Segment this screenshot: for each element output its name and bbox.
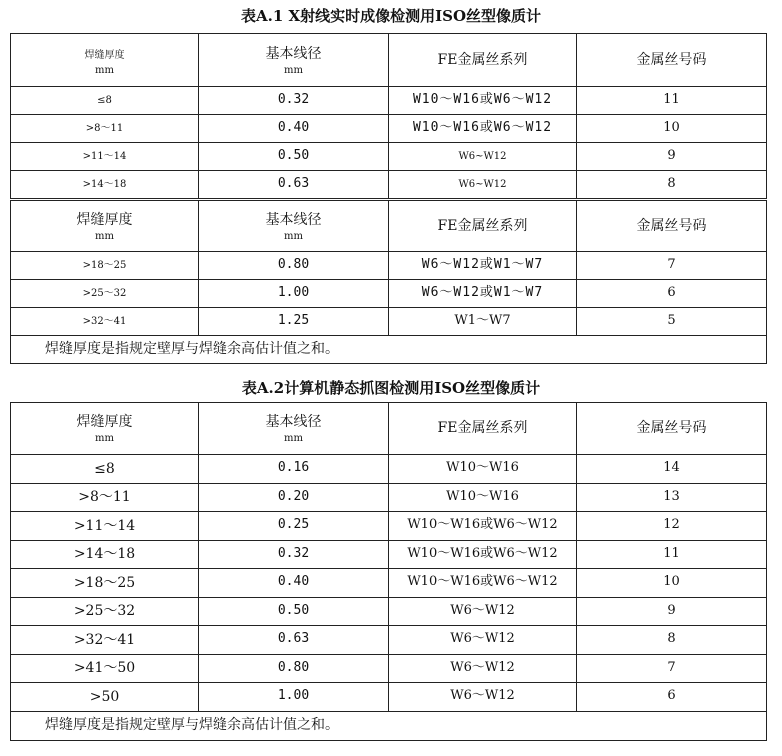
code-cell: 14	[577, 455, 767, 484]
thickness-cell: >14～18	[11, 540, 199, 569]
table2-note: 焊缝厚度是指规定壁厚与焊缝余高估计值之和。	[11, 711, 767, 740]
series-cell: W6～W12或W1～W7	[389, 252, 577, 280]
header-thickness-unit: mm	[95, 433, 114, 445]
header-series: FE金属丝系列	[389, 201, 577, 252]
series-cell: W6~W12	[389, 171, 577, 199]
table-row	[11, 654, 767, 683]
header-diameter-unit: mm	[284, 230, 303, 242]
header-code: 金属丝号码	[577, 34, 767, 87]
header-series: FE金属丝系列	[389, 403, 577, 455]
code-cell: 5	[577, 308, 767, 336]
code-cell: 10	[577, 115, 767, 143]
header-thickness	[11, 201, 199, 252]
thickness-cell: >32～41	[11, 308, 199, 336]
table-row	[11, 512, 767, 541]
thickness-cell: >14～18	[11, 171, 199, 199]
table-row	[11, 280, 767, 308]
code-cell: 7	[577, 252, 767, 280]
series-cell: W6～W12或W1～W7	[389, 280, 577, 308]
diameter-cell: 0.32	[199, 87, 389, 115]
diameter-cell: 0.50	[199, 597, 389, 626]
table2-note-row	[11, 711, 767, 740]
diameter-cell: 0.32	[199, 540, 389, 569]
header-series: FE金属丝系列	[389, 34, 577, 87]
header-diameter-label: 基本线径	[265, 211, 322, 228]
diameter-cell: 1.00	[199, 280, 389, 308]
table-row	[11, 171, 767, 199]
table1b-header-row	[11, 201, 767, 252]
header-thickness	[11, 34, 199, 87]
table1-part-b	[10, 200, 767, 364]
code-cell: 6	[577, 683, 767, 712]
thickness-cell: >11～14	[11, 512, 199, 541]
code-cell: 13	[577, 483, 767, 512]
thickness-cell: >25～32	[11, 280, 199, 308]
header-thickness	[11, 403, 199, 455]
table1-title: 表A.1 X射线实时成像检测用ISO丝型像质计	[240, 7, 542, 25]
header-thickness-unit: mm	[95, 64, 114, 76]
diameter-cell: 1.00	[199, 683, 389, 712]
header-diameter-label: 基本线径	[265, 414, 322, 431]
series-cell: W6～W12	[389, 683, 577, 712]
code-cell: 7	[577, 654, 767, 683]
table-row	[11, 683, 767, 712]
table-row	[11, 540, 767, 569]
series-cell: W10～W16	[389, 455, 577, 484]
diameter-cell: 0.80	[199, 252, 389, 280]
header-diameter	[199, 201, 389, 252]
diameter-cell: 0.80	[199, 654, 389, 683]
header-thickness-label: 焊缝厚度	[76, 414, 133, 431]
table-row	[11, 597, 767, 626]
series-cell: W6~W12	[389, 143, 577, 171]
header-diameter-label: 基本线径	[265, 45, 322, 62]
header-thickness-unit: mm	[95, 230, 114, 242]
series-cell: W10～W16或W6～W12	[389, 569, 577, 598]
table-row	[11, 569, 767, 598]
table2-header-row	[11, 403, 767, 455]
header-code: 金属丝号码	[577, 201, 767, 252]
diameter-cell: 0.40	[199, 115, 389, 143]
thickness-cell: >8～11	[11, 483, 199, 512]
thickness-cell: ≤8	[11, 455, 199, 484]
series-cell: W6～W12	[389, 654, 577, 683]
diameter-cell: 0.16	[199, 455, 389, 484]
table-row	[11, 626, 767, 655]
code-cell: 12	[577, 512, 767, 541]
diameter-cell: 0.63	[199, 171, 389, 199]
table-row	[11, 115, 767, 143]
series-cell: W6～W12	[389, 597, 577, 626]
table-row	[11, 455, 767, 484]
table-row	[11, 143, 767, 171]
series-cell: W10～W16或W6～W12	[389, 512, 577, 541]
series-cell: W10～W16或W6～W12	[389, 115, 577, 143]
diameter-cell: 0.40	[199, 569, 389, 598]
table2	[10, 402, 767, 741]
thickness-cell: >32～41	[11, 626, 199, 655]
series-cell: W10～W16或W6～W12	[389, 87, 577, 115]
code-cell: 8	[577, 171, 767, 199]
code-cell: 10	[577, 569, 767, 598]
header-diameter-unit: mm	[284, 433, 303, 445]
diameter-cell: 1.25	[199, 308, 389, 336]
thickness-cell: >8～11	[11, 115, 199, 143]
thickness-cell: ≤8	[11, 87, 199, 115]
table-row	[11, 308, 767, 336]
code-cell: 6	[577, 280, 767, 308]
thickness-cell: >25～32	[11, 597, 199, 626]
code-cell: 9	[577, 597, 767, 626]
thickness-cell: >18～25	[11, 569, 199, 598]
series-cell: W10～W16	[389, 483, 577, 512]
header-diameter	[199, 403, 389, 455]
diameter-cell: 0.25	[199, 512, 389, 541]
table1-note: 焊缝厚度是指规定壁厚与焊缝余高估计值之和。	[11, 336, 767, 364]
code-cell: 9	[577, 143, 767, 171]
diameter-cell: 0.20	[199, 483, 389, 512]
table-row	[11, 483, 767, 512]
header-thickness-label: 焊缝厚度	[84, 49, 125, 61]
header-diameter	[199, 34, 389, 87]
code-cell: 11	[577, 540, 767, 569]
table1a-header-row	[11, 34, 767, 87]
diameter-cell: 0.50	[199, 143, 389, 171]
table-row	[11, 252, 767, 280]
header-code: 金属丝号码	[577, 403, 767, 455]
thickness-cell: >11～14	[11, 143, 199, 171]
code-cell: 8	[577, 626, 767, 655]
thickness-cell: >50	[11, 683, 199, 712]
series-cell: W10～W16或W6～W12	[389, 540, 577, 569]
thickness-cell: >41～50	[11, 654, 199, 683]
header-diameter-unit: mm	[284, 64, 303, 76]
table1-part-a	[10, 33, 767, 199]
code-cell: 11	[577, 87, 767, 115]
thickness-cell: >18～25	[11, 252, 199, 280]
series-cell: W1～W7	[389, 308, 577, 336]
table-row	[11, 87, 767, 115]
header-thickness-label: 焊缝厚度	[76, 211, 133, 228]
table1-note-row	[11, 336, 767, 364]
table2-title: 表A.2计算机静态抓图检测用ISO丝型像质计	[241, 379, 541, 397]
series-cell: W6～W12	[389, 626, 577, 655]
diameter-cell: 0.63	[199, 626, 389, 655]
